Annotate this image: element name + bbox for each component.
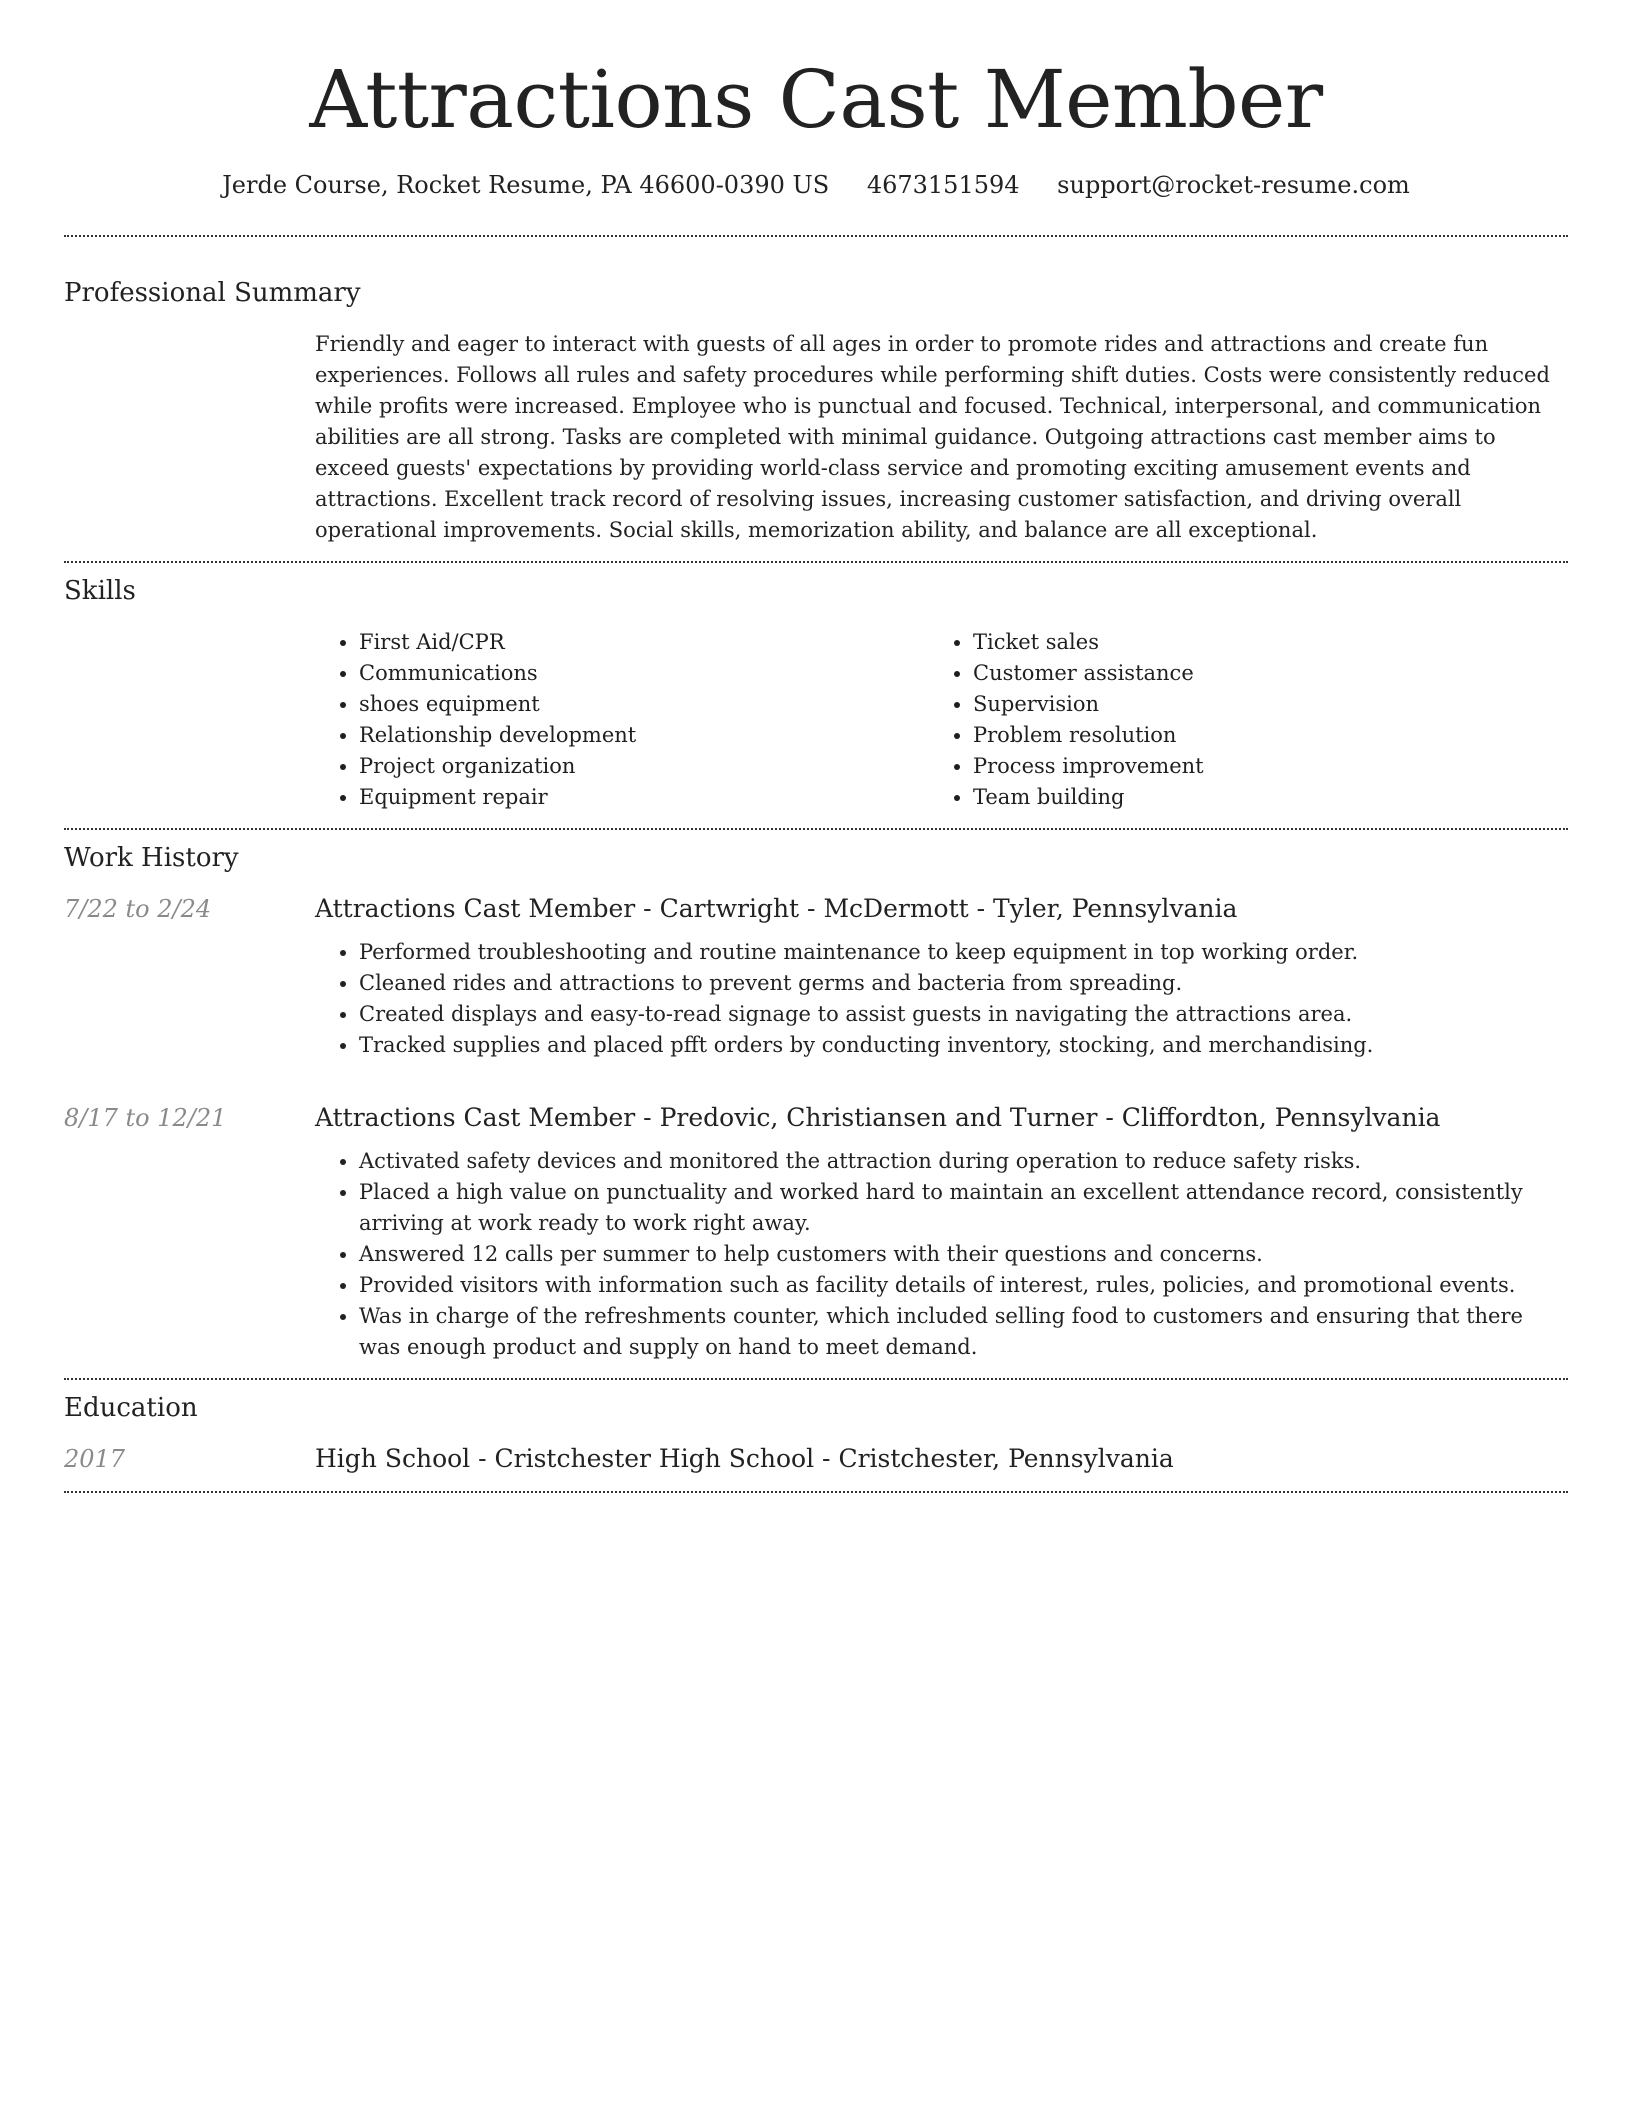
job-bullet: • Cleaned rides and attractions to prevent germs and bacteria from spreading.	[359, 968, 1568, 999]
education-entry	[64, 1442, 1568, 1476]
education-year: 2017	[64, 1445, 126, 1473]
job-title: Attractions Cast Member - Cartwright - McDermott - Tyler, Pennsylvania	[315, 894, 1238, 923]
contact-line	[64, 168, 1568, 202]
skill-item: • Project organization	[359, 751, 929, 782]
skill-item: • First Aid/CPR	[359, 627, 929, 658]
education-title: High School - Cristchester High School - Cristchester, Pennsylvania	[315, 1444, 1174, 1473]
skills-column-right	[929, 627, 1543, 813]
job-bullet: • Activated safety devices and monitored the attraction during operation to reduce safety risks.	[359, 1146, 1568, 1177]
job-entry	[64, 1101, 1568, 1378]
job-bullets	[315, 1146, 1568, 1363]
skill-item: • Problem resolution	[973, 720, 1543, 751]
skill-item: • shoes equipment	[359, 689, 929, 720]
job-bullet: • Provided visitors with information such as facility details of interest, rules, policies, and promotional events.	[359, 1270, 1568, 1301]
contact-email: support@rocket-resume.com	[1057, 171, 1410, 199]
job-dates: 8/17 to 12/21	[64, 1104, 227, 1132]
job-bullet: • Performed troubleshooting and routine maintenance to keep equipment in top working order.	[359, 937, 1568, 968]
skill-item: • Customer assistance	[973, 658, 1543, 689]
section-divider	[64, 828, 1568, 830]
job-title: Attractions Cast Member - Predovic, Christiansen and Turner - Cliffordton, Pennsylvania	[315, 1103, 1441, 1132]
skill-item: • Team building	[973, 782, 1543, 813]
work-history-heading: Work History	[64, 843, 239, 873]
summary-heading: Professional Summary	[64, 278, 361, 308]
job-bullets	[315, 937, 1568, 1061]
skill-item: • Communications	[359, 658, 929, 689]
job-body	[315, 892, 1568, 1076]
resume-name: Attractions Cast Member	[309, 53, 1323, 146]
section-divider	[64, 1491, 1568, 1493]
job-bullet: • Tracked supplies and placed pfft orders by conducting inventory, stocking, and merchandising.	[359, 1030, 1568, 1061]
job-entry	[64, 892, 1568, 1076]
job-dates: 7/22 to 2/24	[64, 895, 212, 923]
skill-item: • Process improvement	[973, 751, 1543, 782]
skill-item: • Relationship development	[359, 720, 929, 751]
job-bullet: • Created displays and easy-to-read signage to assist guests in navigating the attractions area.	[359, 999, 1568, 1030]
skills-heading: Skills	[64, 576, 136, 606]
skills-list	[315, 627, 1568, 813]
education-heading: Education	[64, 1393, 198, 1423]
job-bullet: • Answered 12 calls per summer to help customers with their questions and concerns.	[359, 1239, 1568, 1270]
job-bullet: • Placed a high value on punctuality and worked hard to maintain an excellent attendance record, consistently arriving at work ready to work right away.	[359, 1177, 1568, 1239]
resume-page	[64, 0, 1568, 1493]
section-divider	[64, 561, 1568, 563]
job-bullet: • Was in charge of the refreshments counter, which included selling food to customers and ensuring that there was enough product and supply on hand to meet demand.	[359, 1301, 1568, 1363]
section-divider	[64, 1378, 1568, 1380]
section-divider	[64, 235, 1568, 237]
contact-phone: 4673151594	[866, 171, 1020, 199]
summary-text: Friendly and eager to interact with guests of all ages in order to promote rides and attractions and create fun experiences. Follows all rules and safety procedures while performing shift duties. Costs were consistently reduced while profits were increased. Employee who is punctual and focused. Technical, interpersonal, and communication abilities are all strong. Tasks are completed with minimal guidance. Outgoing attractions cast member aims to exceed guests' expectations by providing world-class service and promoting exciting amusement events and attractions. Excellent track record of resolving issues, increasing customer satisfaction, and driving overall operational improvements. Social skills, memorization ability, and balance are all exceptional.	[315, 332, 1550, 542]
skills-column-left	[315, 627, 929, 813]
job-body	[315, 1101, 1568, 1378]
skill-item: • Supervision	[973, 689, 1543, 720]
contact-address: Jerde Course, Rocket Resume, PA 46600-0390 US	[222, 171, 830, 199]
skill-item: • Equipment repair	[359, 782, 929, 813]
skill-item: • Ticket sales	[973, 627, 1543, 658]
